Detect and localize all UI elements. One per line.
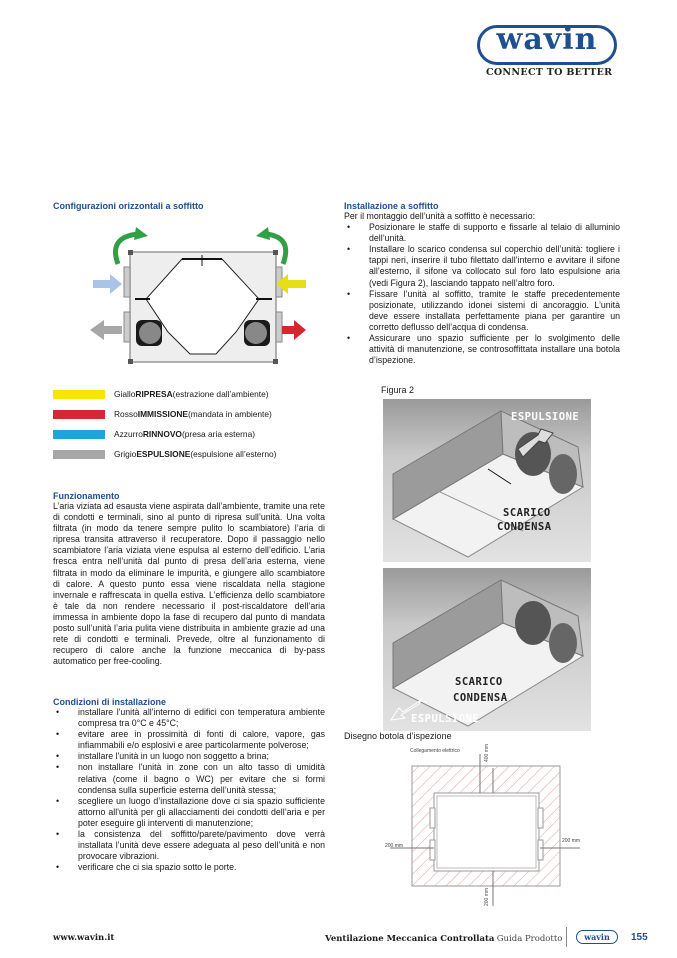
page-number: 155 [631, 932, 648, 943]
installazione-section [344, 201, 620, 366]
unit-diagram-svg [88, 222, 308, 372]
list-item: • installare l'unità in un luogo non soggetto a brina; [53, 751, 325, 762]
funzionamento-text: L’aria viziata ad esausta viene aspirata dall’ambiente, tramite una rete di condotti e terminali, sino al punto di ripresa sull’unità. Una volta filtrata (in modo da tenere sempre pulito lo scambiatore) l’aria di ripresa transita attraverso il recuperatore. Dopo il passaggio nello scambiatore l’aria viziata viene espulsa al esterno dell’edificio. L’aria fresca entra nell’unità dal punto di presa dell’aria esterna, viene filtrata in modo da eliminare le impurità, e giungere allo scambiatore di calore. A questo punto essa viene riscaldata nella stagione invernale e raffrescata in quella estiva. L’efficienza dello scambiatore è tale da non rendere necessario il post-riscaldatore dell’aria immessa in ambiente dopo la fase di recupero dal punto di mandata posto sull’unità l’aria pulita viene distribuita in ambiente grazie ad una rete di condotti e terminali. Prevede, oltre al funzionamento di recupero di calore anche la funzione meccanica di by-pass automatico per free-cooling. [53, 501, 325, 667]
list-item: • la consistenza del soffitto/parete/pavimento dove verrà installata l’unità deve essere adeguata al peso dell’unità e non provocare vibrazioni. [53, 829, 325, 862]
funzionamento-title: Funzionamento [53, 491, 120, 501]
footer-website[interactable]: www.wavin.it [53, 933, 115, 943]
installazione-intro: Per il montaggio dell’unità a soffitto è necessario: [344, 211, 536, 221]
botola-title: Disegno botola d’ispezione [344, 731, 452, 741]
unit-photo-2: SCARICO CONDENSA ESPULSIONE [383, 568, 591, 731]
logo-text: wavin [496, 22, 598, 57]
list-item: • installare l'unità all'interno di edifici con temperatura ambiente compresa tra 0°C e 45°C; [53, 707, 325, 729]
list-item: • Assicurare uno spazio sufficiente per lo svolgimento delle attività di manutenzione, se controsoffittata installare una botola d’ispezione. [344, 333, 620, 366]
funzionamento-section [53, 491, 325, 667]
legend-item: Giallo RIPRESA (estrazione dall’ambiente) [53, 384, 333, 404]
installazione-list [344, 222, 620, 366]
list-item: • Fissare l’unità al soffitto, tramite le staffe precedentemente posizionate, utilizzando idonei sistemi di ancoraggio. L’unità deve essere installata perfettamente piana per garantire un corretto deflusso dell’acqua di condensa. [344, 289, 620, 333]
color-legend [53, 384, 333, 464]
condizioni-list [53, 707, 325, 873]
tagline: CONNECT TO BETTER [486, 67, 613, 78]
footer-divider [566, 927, 567, 947]
legend-item: Rosso IMMISSIONE (mandata in ambiente) [53, 404, 333, 424]
installazione-title: Installazione a soffitto [344, 201, 439, 211]
wavin-logo [477, 22, 617, 65]
legend-item: Grigio ESPULSIONE (espulsione all’esterno) [53, 444, 333, 464]
airflow-diagram [88, 222, 308, 372]
list-item: • Installare lo scarico condensa sul coperchio dell’unità: togliere i tappi neri, inserire il tubo filettato dall’interno e avvitare il sifone all’esterno, il sifone va collocato sul foro lato espulsione aria (vedi Figura 2), lasciando tappato nell’altro foro. [344, 244, 620, 288]
list-item: • evitare aree in prossimità di fonti di calore, vapore, gas infiammabili e/o esplosivi e aree particolarmente polverose; [53, 729, 325, 751]
list-item: • scegliere un luogo d’installazione dove ci sia spazio sufficiente attorno all'unità per gli allacciamenti dei condotti dell’aria e per poter eseguire gli interventi di manutenzione; [53, 796, 325, 829]
list-item: • non installare l'unità in zone con un alto tasso di umidità relativa (come il bagno o WC) per evitare che si formi condensa sulla superficie esterna dell’unità stessa; [53, 762, 325, 795]
unit-photo-1: ESPULSIONE SCARICO CONDENSA [383, 399, 591, 562]
condizioni-title: Condizioni di installazione [53, 697, 167, 707]
condizioni-section [53, 697, 325, 873]
legend-swatch-grey [53, 450, 105, 459]
footer-doc-title: Ventilazione Meccanica Controllata Guida Prodotto [325, 934, 563, 944]
legend-item: Azzurro RINNOVO (presa aria esterna) [53, 424, 333, 444]
legend-swatch-blue [53, 430, 105, 439]
red-arrow-out-icon [282, 320, 306, 340]
grey-arrow-out-icon [90, 320, 122, 340]
list-item: • verificare che ci sia spazio sotto le porte. [53, 862, 325, 873]
legend-swatch-red [53, 410, 105, 419]
botola-drawing: Collegamento elettrico 400 mm 200 mm 200 mm 200 mm [385, 743, 581, 906]
legend-swatch-yellow [53, 390, 105, 399]
config-title: Configurazioni orizzontali a soffitto [53, 201, 204, 211]
blue-arrow-in-icon [93, 274, 122, 294]
list-item: • Posizionare le staffe di supporto e fissarle al telaio di alluminio dell’unità. [344, 222, 620, 244]
footer-wavin-logo: wavin [576, 930, 618, 944]
figure-label: Figura 2 [381, 385, 415, 395]
